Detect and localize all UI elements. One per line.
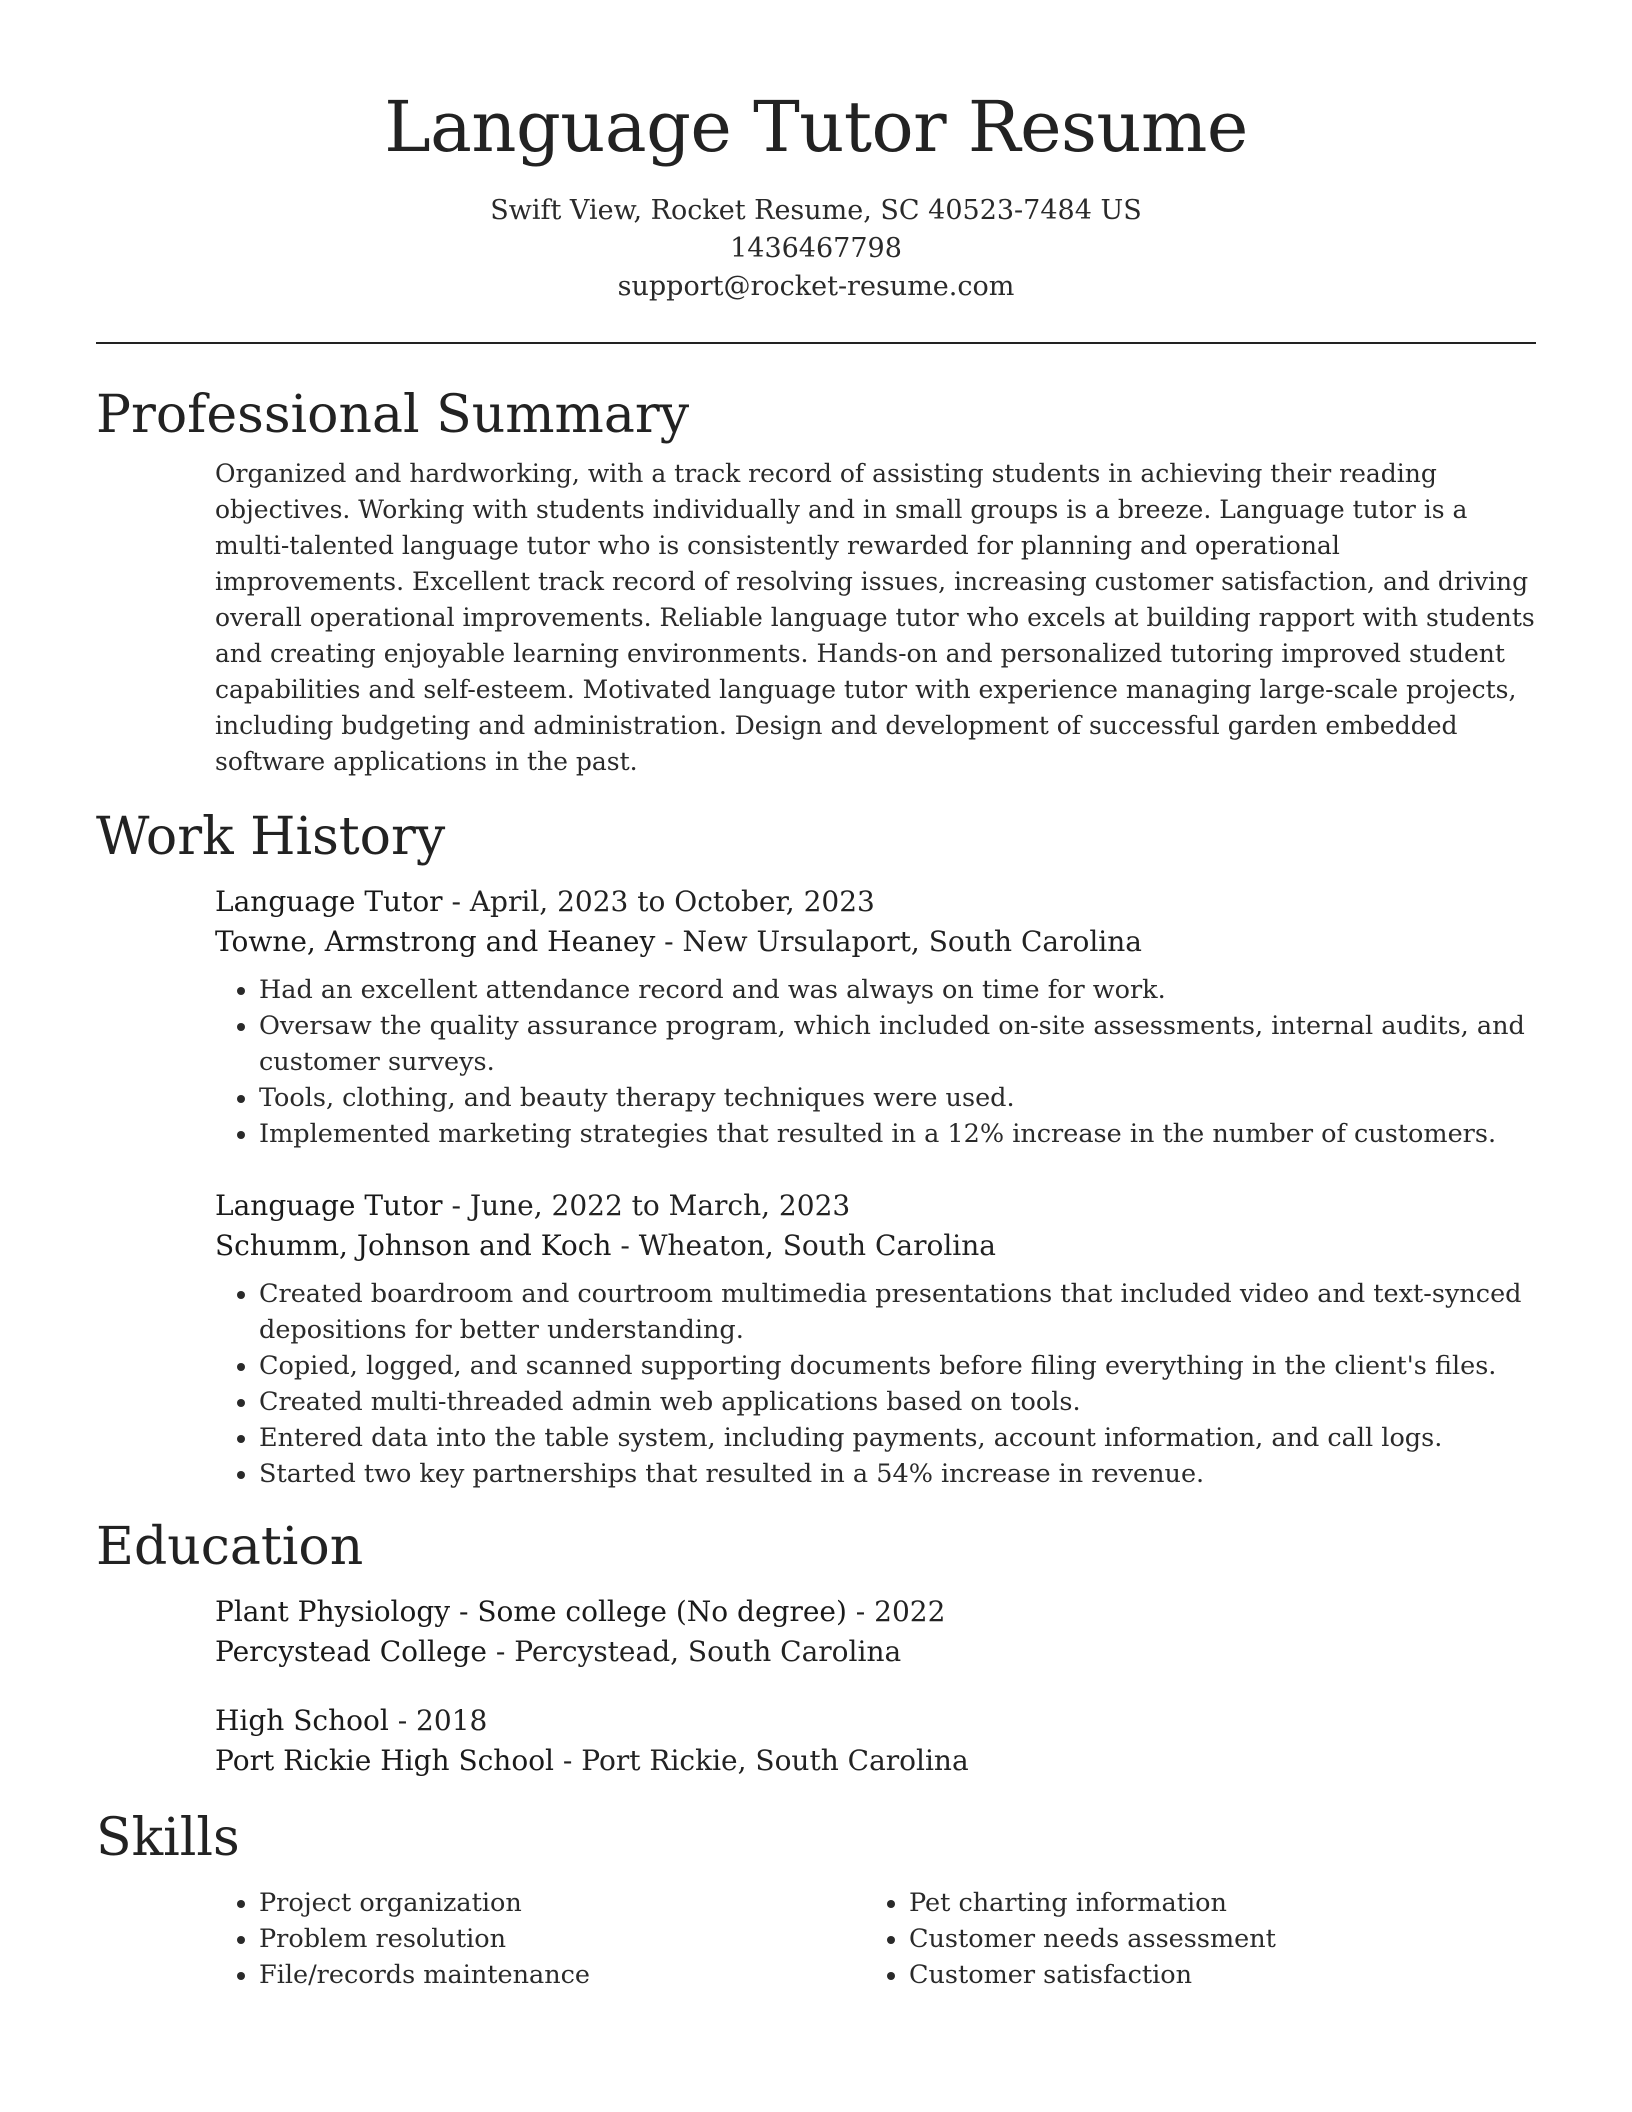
education-school: Percystead College <box>215 1635 488 1668</box>
resume-header <box>96 0 1536 306</box>
job-location: - New Ursulaport, South Carolina <box>655 925 1142 958</box>
job-role: Language Tutor <box>215 885 443 918</box>
education-section <box>96 1516 1536 1781</box>
skills-heading: Skills <box>96 1808 240 1868</box>
summary-text: Organized and hardworking, with a track record of assisting students in achieving their reading objectives. Working with students individually and in small groups is a breeze. Language tutor is a multi-talented language tutor who is consistently rewarded for planning and operational improvements. Excellent track record of resolving issues, increasing customer satisfaction, and driving overall operational improvements. Reliable language tutor who excels at building rapport with students and creating enjoyable learning environments. Hands-on and personalized tutoring improved student capabilities and self-esteem. Motivated language tutor with experience managing large-scale projects, including budgeting and administration. Design and development of successful garden embedded software applications in the past. <box>215 459 1535 776</box>
list-item: • Customer needs assessment <box>909 1921 1515 1957</box>
phone-number: 1436467798 <box>730 233 902 264</box>
job-title-line <box>215 882 1536 922</box>
education-location: - Percystead, South Carolina <box>487 1635 902 1668</box>
job-bullets <box>215 1276 1536 1492</box>
skills-section <box>96 1807 1536 1993</box>
job-entry <box>215 1186 1536 1492</box>
education-location: - Port Rickie, South Carolina <box>554 1744 969 1777</box>
list-item: • Tools, clothing, and beauty therapy techniques were used. <box>259 1080 1536 1116</box>
skills-grid <box>215 1885 1536 1993</box>
education-school: Port Rickie High School <box>215 1744 555 1777</box>
skills-column-left <box>215 1885 865 1993</box>
summary-section <box>96 384 1536 780</box>
list-item: • Had an excellent attendance record and was always on time for work. <box>259 972 1536 1008</box>
job-role: Language Tutor <box>215 1189 443 1222</box>
header-divider <box>96 342 1536 344</box>
job-employer-line <box>215 922 1536 962</box>
education-degree: Plant Physiology - Some college (No degree) <box>215 1595 847 1628</box>
education-year: - 2022 <box>846 1595 946 1628</box>
email-address: support@rocket-resume.com <box>617 271 1015 302</box>
job-company: Schumm, Johnson and Koch <box>215 1229 612 1262</box>
job-entry <box>215 882 1536 1152</box>
work-history-heading: Work History <box>96 807 446 867</box>
education-degree-line <box>215 1701 1536 1741</box>
work-history-section <box>96 806 1536 1492</box>
job-dates: - June, 2022 to March, 2023 <box>442 1189 851 1222</box>
job-location: - Wheaton, South Carolina <box>611 1229 996 1262</box>
list-item: • Project organization <box>259 1885 865 1921</box>
job-title-line <box>215 1186 1536 1226</box>
education-entry <box>215 1701 1536 1781</box>
list-item: • Customer satisfaction <box>909 1957 1515 1993</box>
education-degree: High School <box>215 1704 389 1737</box>
education-heading: Education <box>96 1517 364 1577</box>
list-item: • Started two key partnerships that resulted in a 54% increase in revenue. <box>259 1456 1536 1492</box>
education-school-line <box>215 1632 1536 1672</box>
resume-title: Language Tutor Resume <box>384 86 1248 168</box>
education-entry <box>215 1592 1536 1672</box>
summary-heading: Professional Summary <box>96 385 690 445</box>
list-item: • File/records maintenance <box>259 1957 865 1993</box>
education-year: - 2018 <box>388 1704 488 1737</box>
education-school-line <box>215 1741 1536 1781</box>
list-item: • Implemented marketing strategies that resulted in a 12% increase in the number of customers. <box>259 1116 1536 1152</box>
list-item: • Entered data into the table system, including payments, account information, and call logs. <box>259 1420 1536 1456</box>
job-company: Towne, Armstrong and Heaney <box>215 925 656 958</box>
skills-column-right <box>865 1885 1515 1993</box>
skills-list-right <box>865 1885 1515 1993</box>
list-item: • Pet charting information <box>909 1885 1515 1921</box>
list-item: • Created boardroom and courtroom multimedia presentations that included video and text-synced depositions for better understanding. <box>259 1276 1536 1348</box>
list-item: • Created multi-threaded admin web applications based on tools. <box>259 1384 1536 1420</box>
job-dates: - April, 2023 to October, 2023 <box>442 885 875 918</box>
job-bullets <box>215 972 1536 1152</box>
skills-list-left <box>215 1885 865 1993</box>
list-item: • Problem resolution <box>259 1921 865 1957</box>
education-degree-line <box>215 1592 1536 1632</box>
address: Swift View, Rocket Resume, SC 40523-7484 US <box>490 195 1142 226</box>
list-item: • Oversaw the quality assurance program, which included on-site assessments, internal audits, and customer surveys. <box>259 1008 1536 1080</box>
list-item: • Copied, logged, and scanned supporting documents before filing everything in the client's files. <box>259 1348 1536 1384</box>
job-employer-line <box>215 1226 1536 1266</box>
